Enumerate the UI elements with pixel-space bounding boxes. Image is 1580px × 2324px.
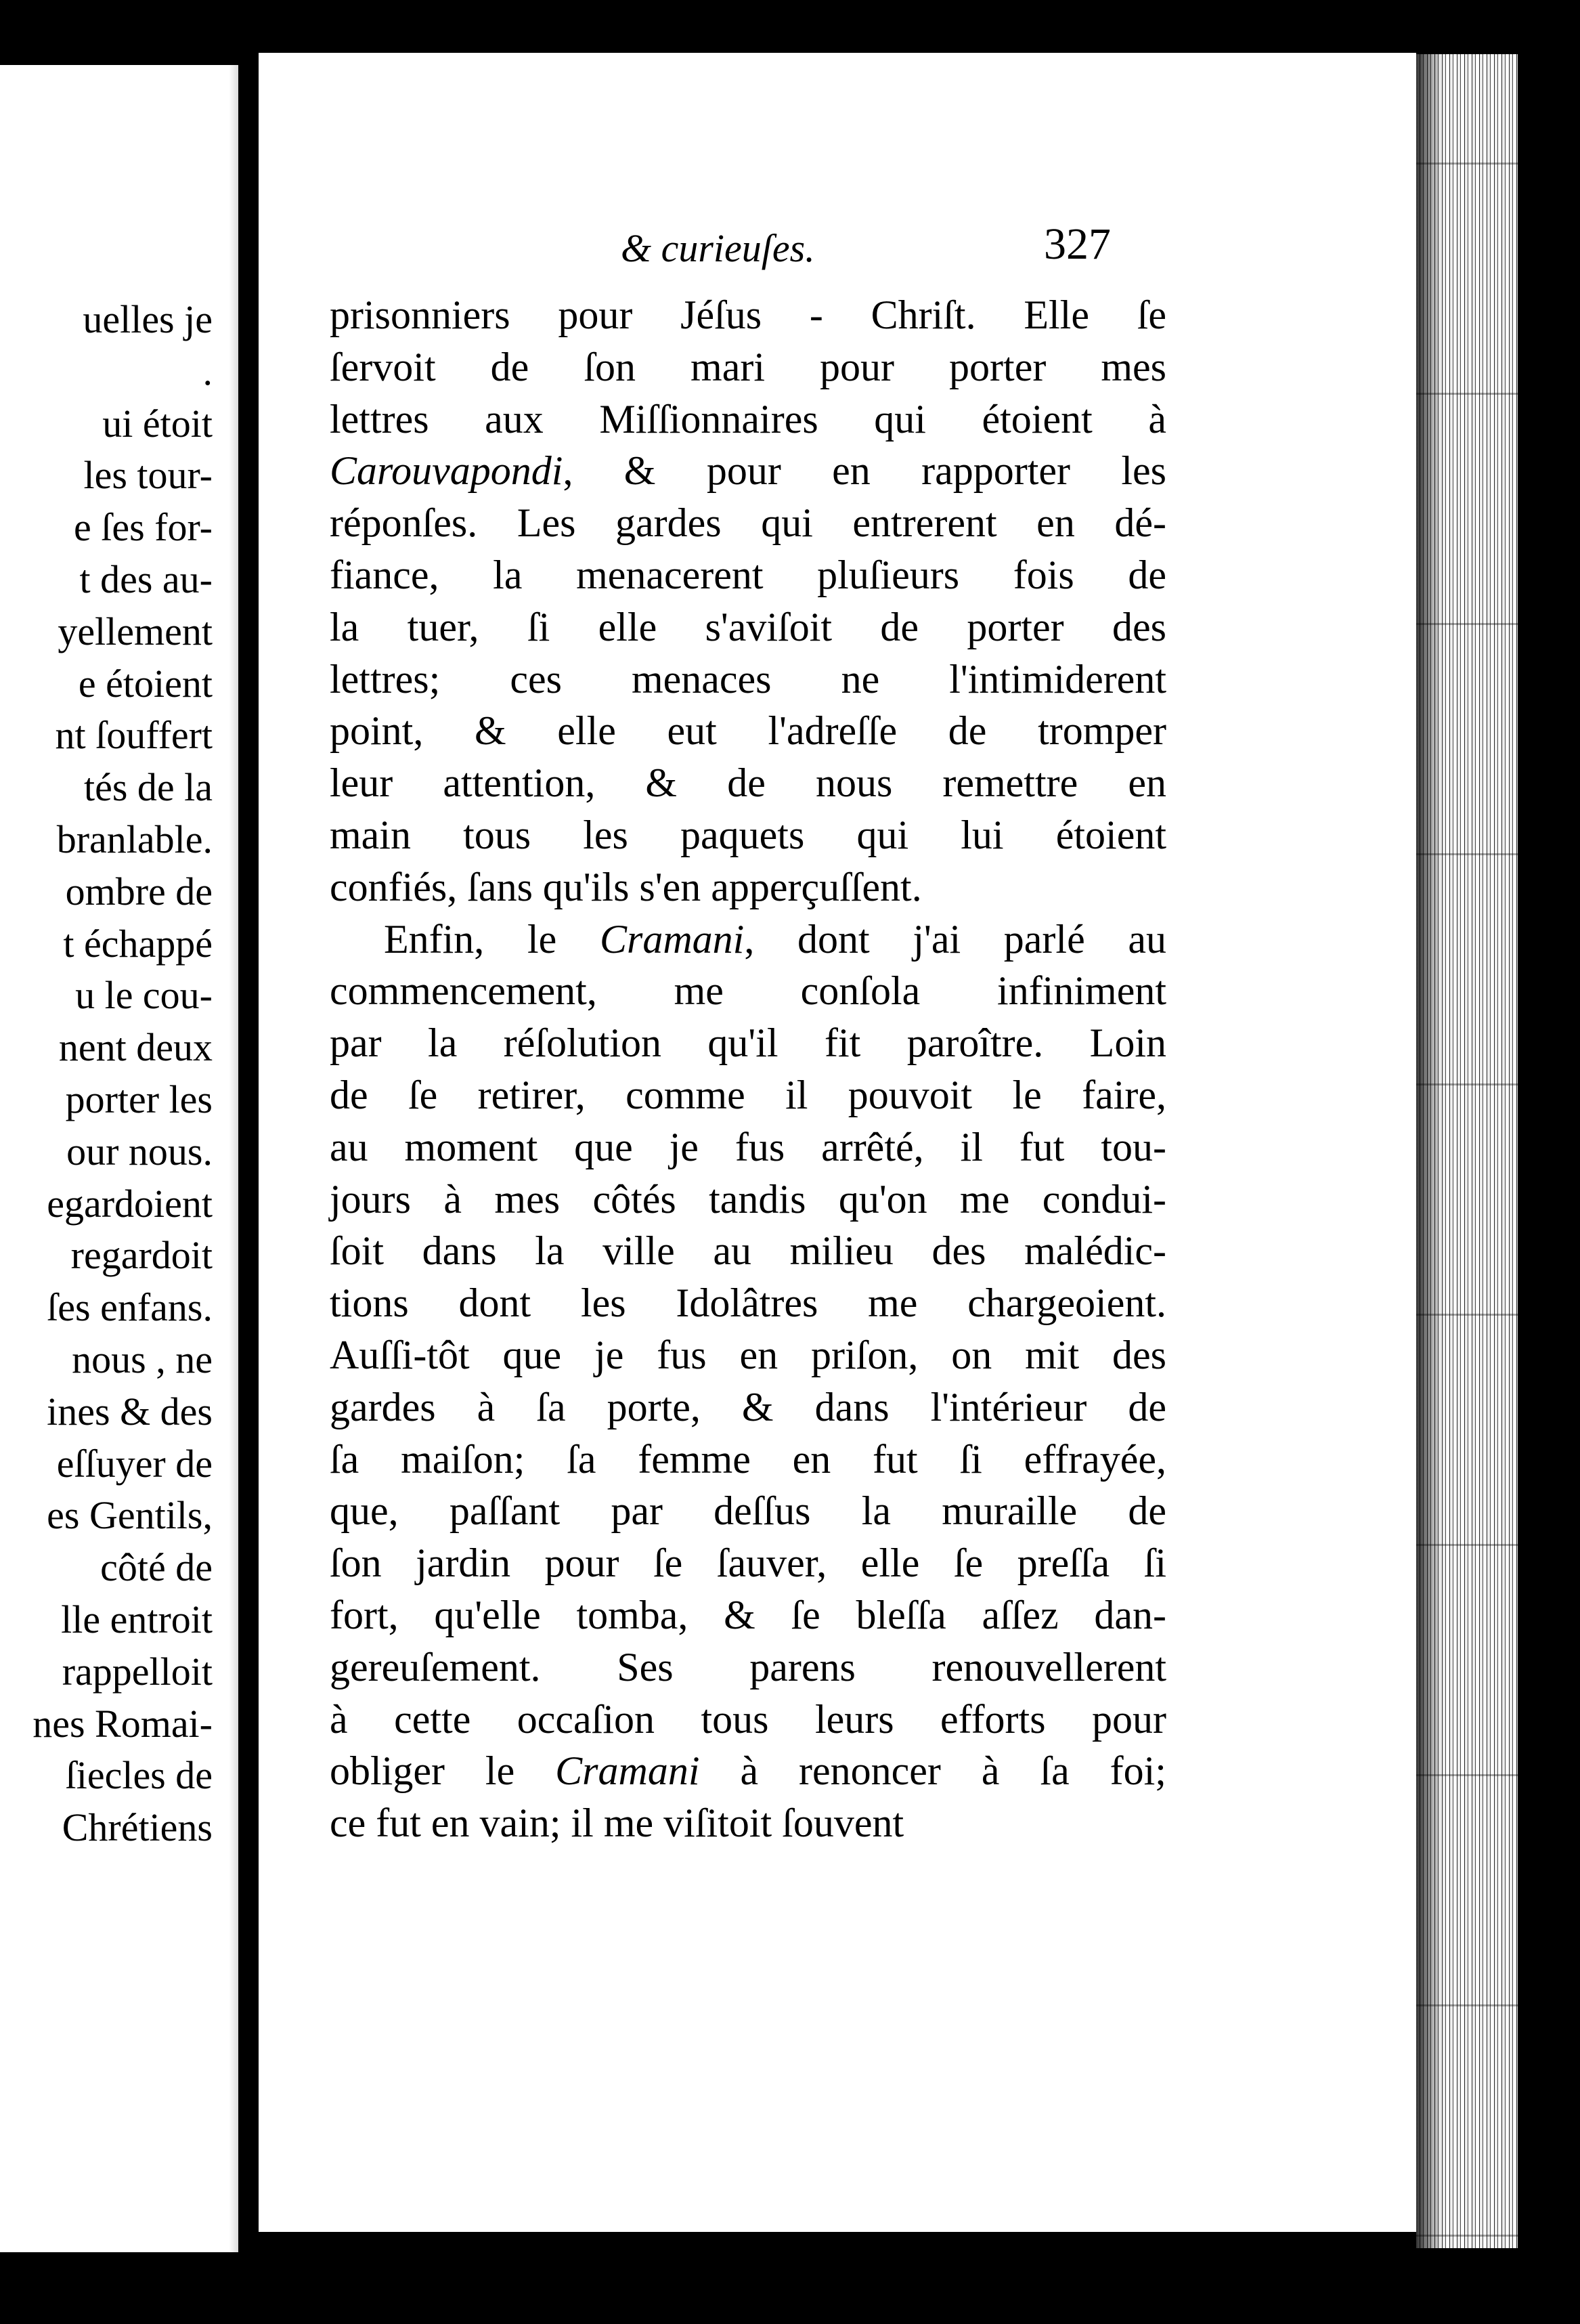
left-page-line: our nous. (66, 1129, 213, 1174)
text-line (330, 1069, 1166, 1121)
left-page-line: e étoient (78, 661, 213, 706)
text-segment: prisonniers pour Jéſus - Chriſt. Elle ſe (330, 293, 1166, 337)
text-line (330, 705, 1166, 757)
text-line (330, 497, 1166, 549)
text-line (330, 601, 1166, 653)
text-segment: commencement, me conſola infiniment (330, 968, 1166, 1014)
text-line (330, 341, 1166, 393)
body-text (330, 289, 1166, 1849)
left-page-line: ines & des (47, 1389, 213, 1434)
text-segment: de ſe retirer, comme il pouvoit le faire, (330, 1072, 1166, 1117)
left-page-line: yellement (58, 609, 213, 653)
left-page-line: ombre de (65, 869, 213, 913)
left-page-line: nt ſouffert (55, 713, 213, 758)
left-page-line: egardoient (47, 1181, 213, 1226)
text-segment: par la réſolution qu'il fit paroître. Loin (330, 1020, 1166, 1066)
left-page-line: ſes enfans. (47, 1285, 213, 1330)
text-segment: lettres; ces menaces ne l'intimiderent (330, 656, 1166, 702)
text-line (330, 1589, 1166, 1641)
text-segment: ſervoit de ſon mari pour porter mes (330, 344, 1166, 389)
text-line (330, 1381, 1166, 1434)
text-segment: ſa maiſon; ſa femme en fut ſi effrayée, (330, 1436, 1166, 1482)
left-page-line: u le cou- (75, 973, 213, 1018)
left-page-line: nent deux (58, 1025, 213, 1070)
left-page-line: t des au- (79, 557, 213, 601)
left-page-line: porter les (65, 1077, 213, 1121)
text-segment: la tuer, ſi elle s'aviſoit de porter des (330, 604, 1166, 649)
text-line (330, 653, 1166, 706)
left-page-line: eſſuyer de (56, 1441, 213, 1486)
text-line (330, 1017, 1166, 1069)
text-line (330, 1225, 1166, 1277)
text-line (330, 1797, 1166, 1849)
text-segment: fiance, la menacerent pluſieurs fois de (330, 552, 1166, 597)
text-segment: réponſes. Les gardes qui entrerent en dé- (330, 500, 1166, 546)
text-line (330, 289, 1166, 341)
text-segment: Auſſi-tôt que je fus en priſon, on mit des (330, 1332, 1166, 1377)
left-page-line: e ſes for- (74, 505, 213, 550)
text-line (330, 1537, 1166, 1589)
left-page-line: Chrétiens (62, 1805, 213, 1850)
text-line (330, 913, 1166, 966)
text-line (330, 1277, 1166, 1329)
text-segment: au moment que je fus arrêté, il fut tou- (330, 1124, 1166, 1169)
text-segment: à renoncer à ſa foi; (699, 1748, 1166, 1794)
left-page-line: t échappé (63, 921, 213, 966)
left-page-line: uelles je (83, 297, 213, 341)
text-segment: , & pour en rapporter les (563, 448, 1166, 494)
text-segment: Enfin, le (384, 916, 600, 962)
left-page-line: ui étoit (102, 401, 213, 446)
text-segment: gereuſement. Ses parens renouvellerent (330, 1644, 1166, 1690)
left-page-line: es Gentils, (47, 1493, 213, 1538)
text-line (330, 965, 1166, 1017)
italic-name: Cramani (599, 916, 745, 962)
text-segment: ce fut en vain; il me viſitoit ſouvent (330, 1801, 904, 1846)
text-line (330, 861, 1166, 913)
left-page-line: nes Romai- (32, 1701, 213, 1746)
text-segment: main tous les paquets qui lui étoient (330, 812, 1166, 857)
text-line (330, 1745, 1166, 1797)
text-line (330, 393, 1166, 446)
text-segment: , dont j'ai parlé au (744, 916, 1166, 962)
text-segment: tions dont les Idolâtres me chargeoient. (330, 1281, 1166, 1326)
text-line (330, 757, 1166, 809)
left-page-line: les tour- (83, 453, 213, 498)
text-line (330, 809, 1166, 861)
left-page-line: tés de la (83, 765, 213, 810)
left-page-text (0, 65, 238, 2252)
left-page-line: regardoit (70, 1233, 213, 1278)
left-page-line: lle entroit (61, 1597, 213, 1641)
text-segment: obliger le (330, 1748, 556, 1794)
text-line (330, 549, 1166, 601)
left-page-line: rappelloit (62, 1649, 213, 1694)
running-title: & curieuſes. (621, 226, 815, 270)
text-segment: confiés, ſans qu'ils s'en apperçuſſent. (330, 864, 922, 909)
text-segment: gardes à ſa porte, & dans l'intérieur de (330, 1384, 1166, 1429)
text-segment: fort, qu'elle tomba, & ſe bleſſa aſſez dan- (330, 1592, 1166, 1637)
text-line (330, 1434, 1166, 1486)
left-page-line: branlable. (56, 817, 213, 861)
text-segment: que, paſſant par deſſus la muraille de (330, 1488, 1166, 1534)
page-number: 327 (1044, 219, 1111, 269)
left-page-line: nous , ne (72, 1337, 213, 1381)
right-page (259, 53, 1416, 2232)
text-line (330, 1121, 1166, 1174)
left-page-line: . (202, 349, 213, 393)
left-page-line: ſiecles de (65, 1753, 213, 1798)
italic-name: Cramani (555, 1748, 700, 1794)
gutter-shadow (238, 0, 259, 2324)
text-line (330, 1329, 1166, 1381)
text-line (330, 445, 1166, 497)
background-edge (1518, 0, 1580, 2324)
left-page-line: côté de (100, 1545, 213, 1590)
text-line (330, 1641, 1166, 1694)
text-segment: ſoit dans la ville au milieu des malédic- (330, 1228, 1166, 1274)
left-facing-page (0, 65, 238, 2252)
text-segment: ſon jardin pour ſe ſauver, elle ſe preſſa ſi (330, 1541, 1166, 1586)
text-line (330, 1694, 1166, 1746)
text-segment: jours à mes côtés tandis qu'on me condui- (330, 1176, 1166, 1222)
text-segment: leur attention, & de nous remettre en (330, 760, 1166, 806)
page-fore-edge (1416, 54, 1518, 2248)
text-segment: à cette occaſion tous leurs efforts pour (330, 1696, 1166, 1742)
text-line (330, 1174, 1166, 1226)
text-segment: point, & elle eut l'adreſſe de tromper (330, 708, 1166, 754)
text-segment: lettres aux Miſſionnaires qui étoient à (330, 396, 1166, 442)
italic-name: Carouvapondi (330, 448, 563, 494)
text-line (330, 1485, 1166, 1537)
